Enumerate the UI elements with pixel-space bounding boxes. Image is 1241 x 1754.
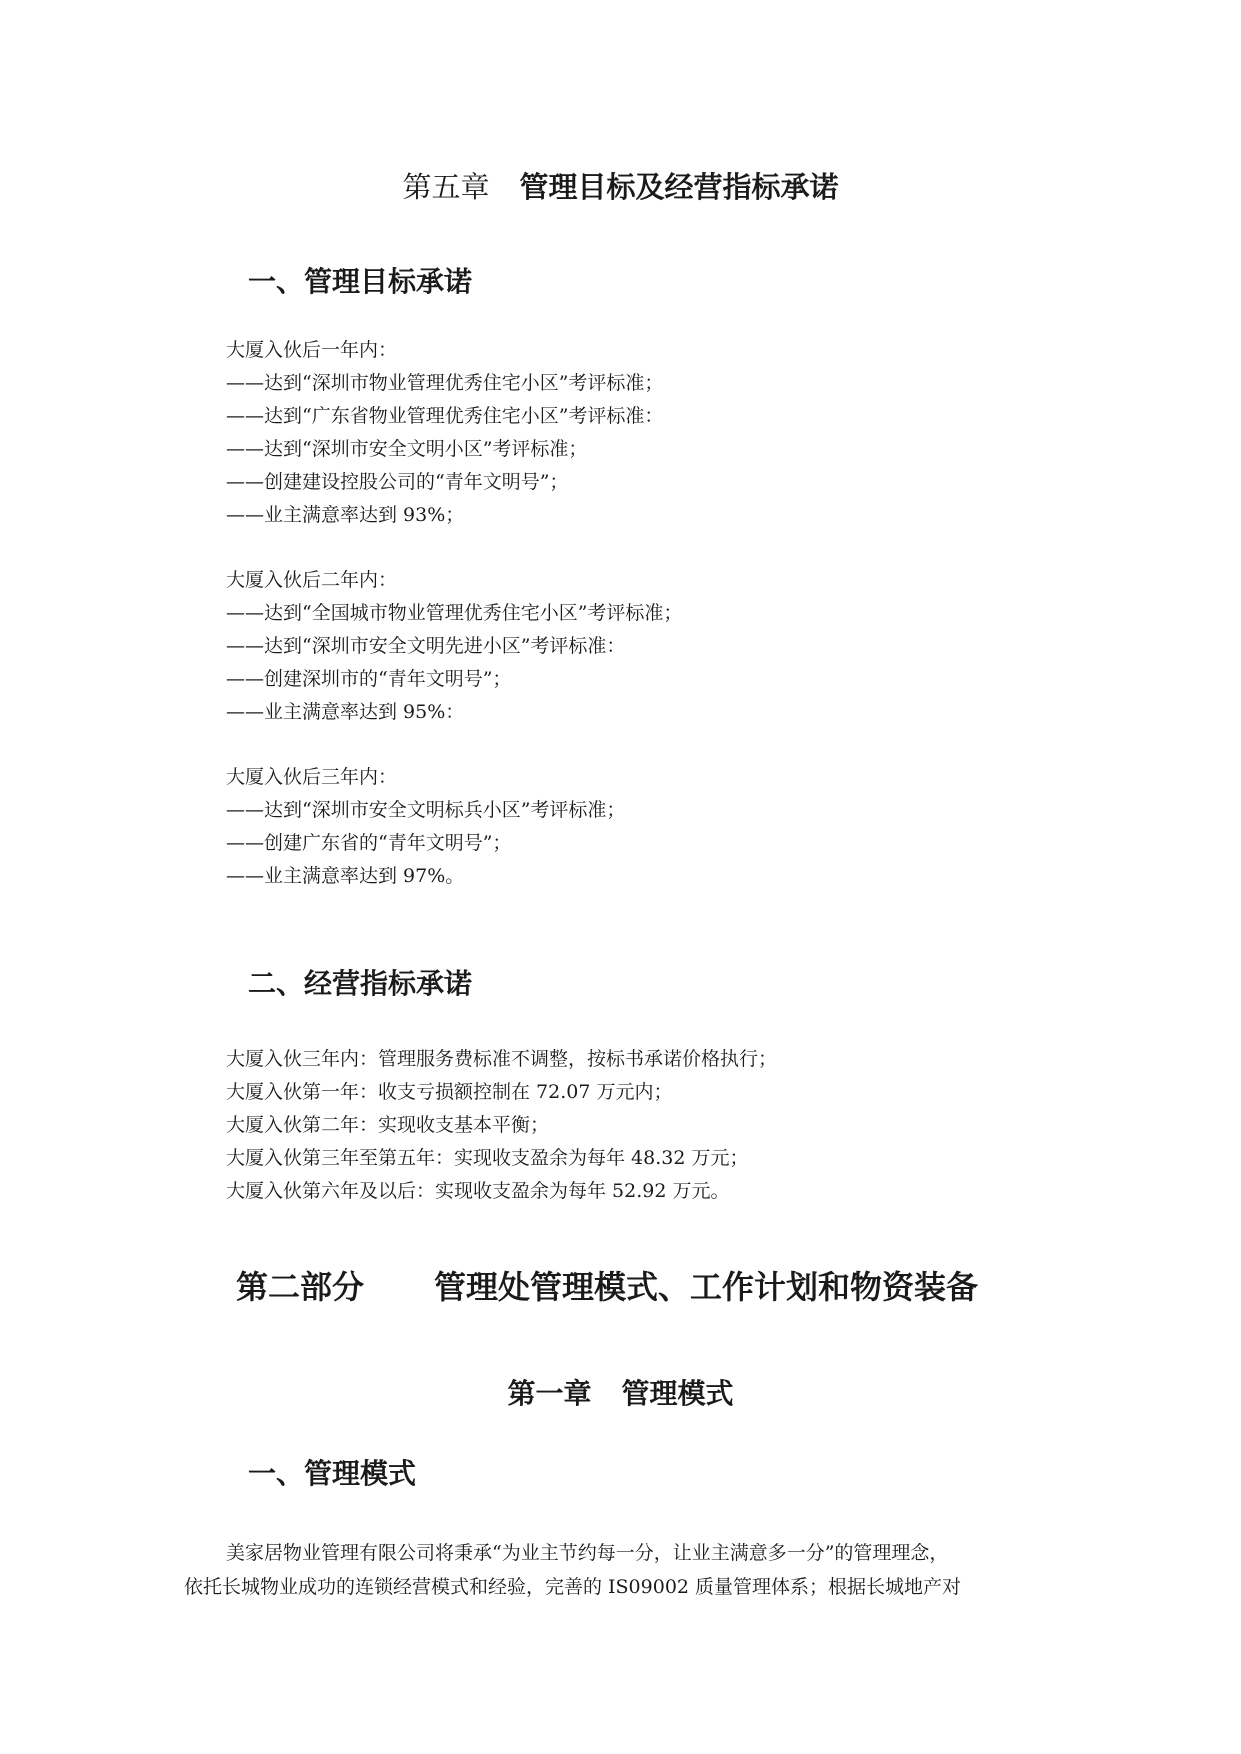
paragraph-line: 美家居物业管理有限公司将秉承“为业主节约每一分，让业主满意多一分”的管理理念， xyxy=(226,1542,949,1564)
goals-lead: 大厦入伙后二年内： xyxy=(226,569,398,591)
goal-item: ——业主满意率达到 93%； xyxy=(226,504,465,526)
part-name: 管理处管理模式、工作计划和物资装备 xyxy=(434,1268,979,1306)
goal-item: ——创建广东省的“青年文明号”； xyxy=(226,832,512,854)
goal-item: ——达到“全国城市物业管理优秀住宅小区”考评标准； xyxy=(226,602,683,624)
target-item: 大厦入伙三年内：管理服务费标准不调整，按标书承诺价格执行； xyxy=(226,1048,778,1070)
goal-item: ——达到“深圳市安全文明先进小区”考评标准： xyxy=(226,635,626,657)
business-targets xyxy=(226,1043,777,1208)
goal-item: ——达到“深圳市物业管理优秀住宅小区”考评标准； xyxy=(226,372,664,394)
goal-item: ——达到“广东省物业管理优秀住宅小区”考评标准： xyxy=(226,405,664,427)
target-item: 大厦入伙第二年：实现收支基本平衡； xyxy=(226,1114,550,1136)
goal-item: ——创建建设控股公司的“青年文明号”； xyxy=(226,471,569,493)
goal-item: ——创建深圳市的“青年文明号”； xyxy=(226,668,512,690)
target-item: 大厦入伙第一年：收支亏损额控制在 72.07 万元内； xyxy=(226,1081,673,1103)
chapter-number: 第一章 xyxy=(507,1377,592,1410)
section-heading-management-model: 一、管理模式 xyxy=(248,1457,417,1490)
target-item: 大厦入伙第三年至第五年：实现收支盈余为每年 48.32 万元； xyxy=(226,1147,749,1169)
chapter-5-title xyxy=(0,165,1241,206)
chapter-1-title xyxy=(0,1372,1241,1412)
goals-lead: 大厦入伙后三年内： xyxy=(226,766,398,788)
goal-item: ——达到“深圳市安全文明小区”考评标准； xyxy=(226,438,588,460)
goals-lead: 大厦入伙后一年内： xyxy=(226,339,398,361)
section-heading-business-targets: 二、经营指标承诺 xyxy=(248,967,473,1000)
target-item: 大厦入伙第六年及以后：实现收支盈余为每年 52.92 万元。 xyxy=(226,1180,730,1202)
goal-item: ——业主满意率达到 97%。 xyxy=(226,865,465,887)
section-heading-management-goals: 一、管理目标承诺 xyxy=(248,265,473,298)
goals-year-1 xyxy=(226,334,663,532)
paragraph-line: 依托长城物业成功的连锁经营模式和经验，完善的 IS09002 质量管理体系；根据长城地产对 xyxy=(184,1576,962,1598)
goals-year-3 xyxy=(226,761,625,893)
goal-item: ——业主满意率达到 95%： xyxy=(226,701,465,723)
goals-year-2 xyxy=(226,564,682,729)
chapter-name: 管理模式 xyxy=(621,1377,734,1410)
part-2-title xyxy=(236,1262,978,1308)
part-number: 第二部分 xyxy=(236,1268,365,1306)
chapter-name: 管理目标及经营指标承诺 xyxy=(519,170,839,204)
goal-item: ——达到“深圳市安全文明标兵小区”考评标准； xyxy=(226,799,626,821)
management-model-paragraph xyxy=(184,1536,1064,1604)
chapter-number: 第五章 xyxy=(402,170,490,204)
